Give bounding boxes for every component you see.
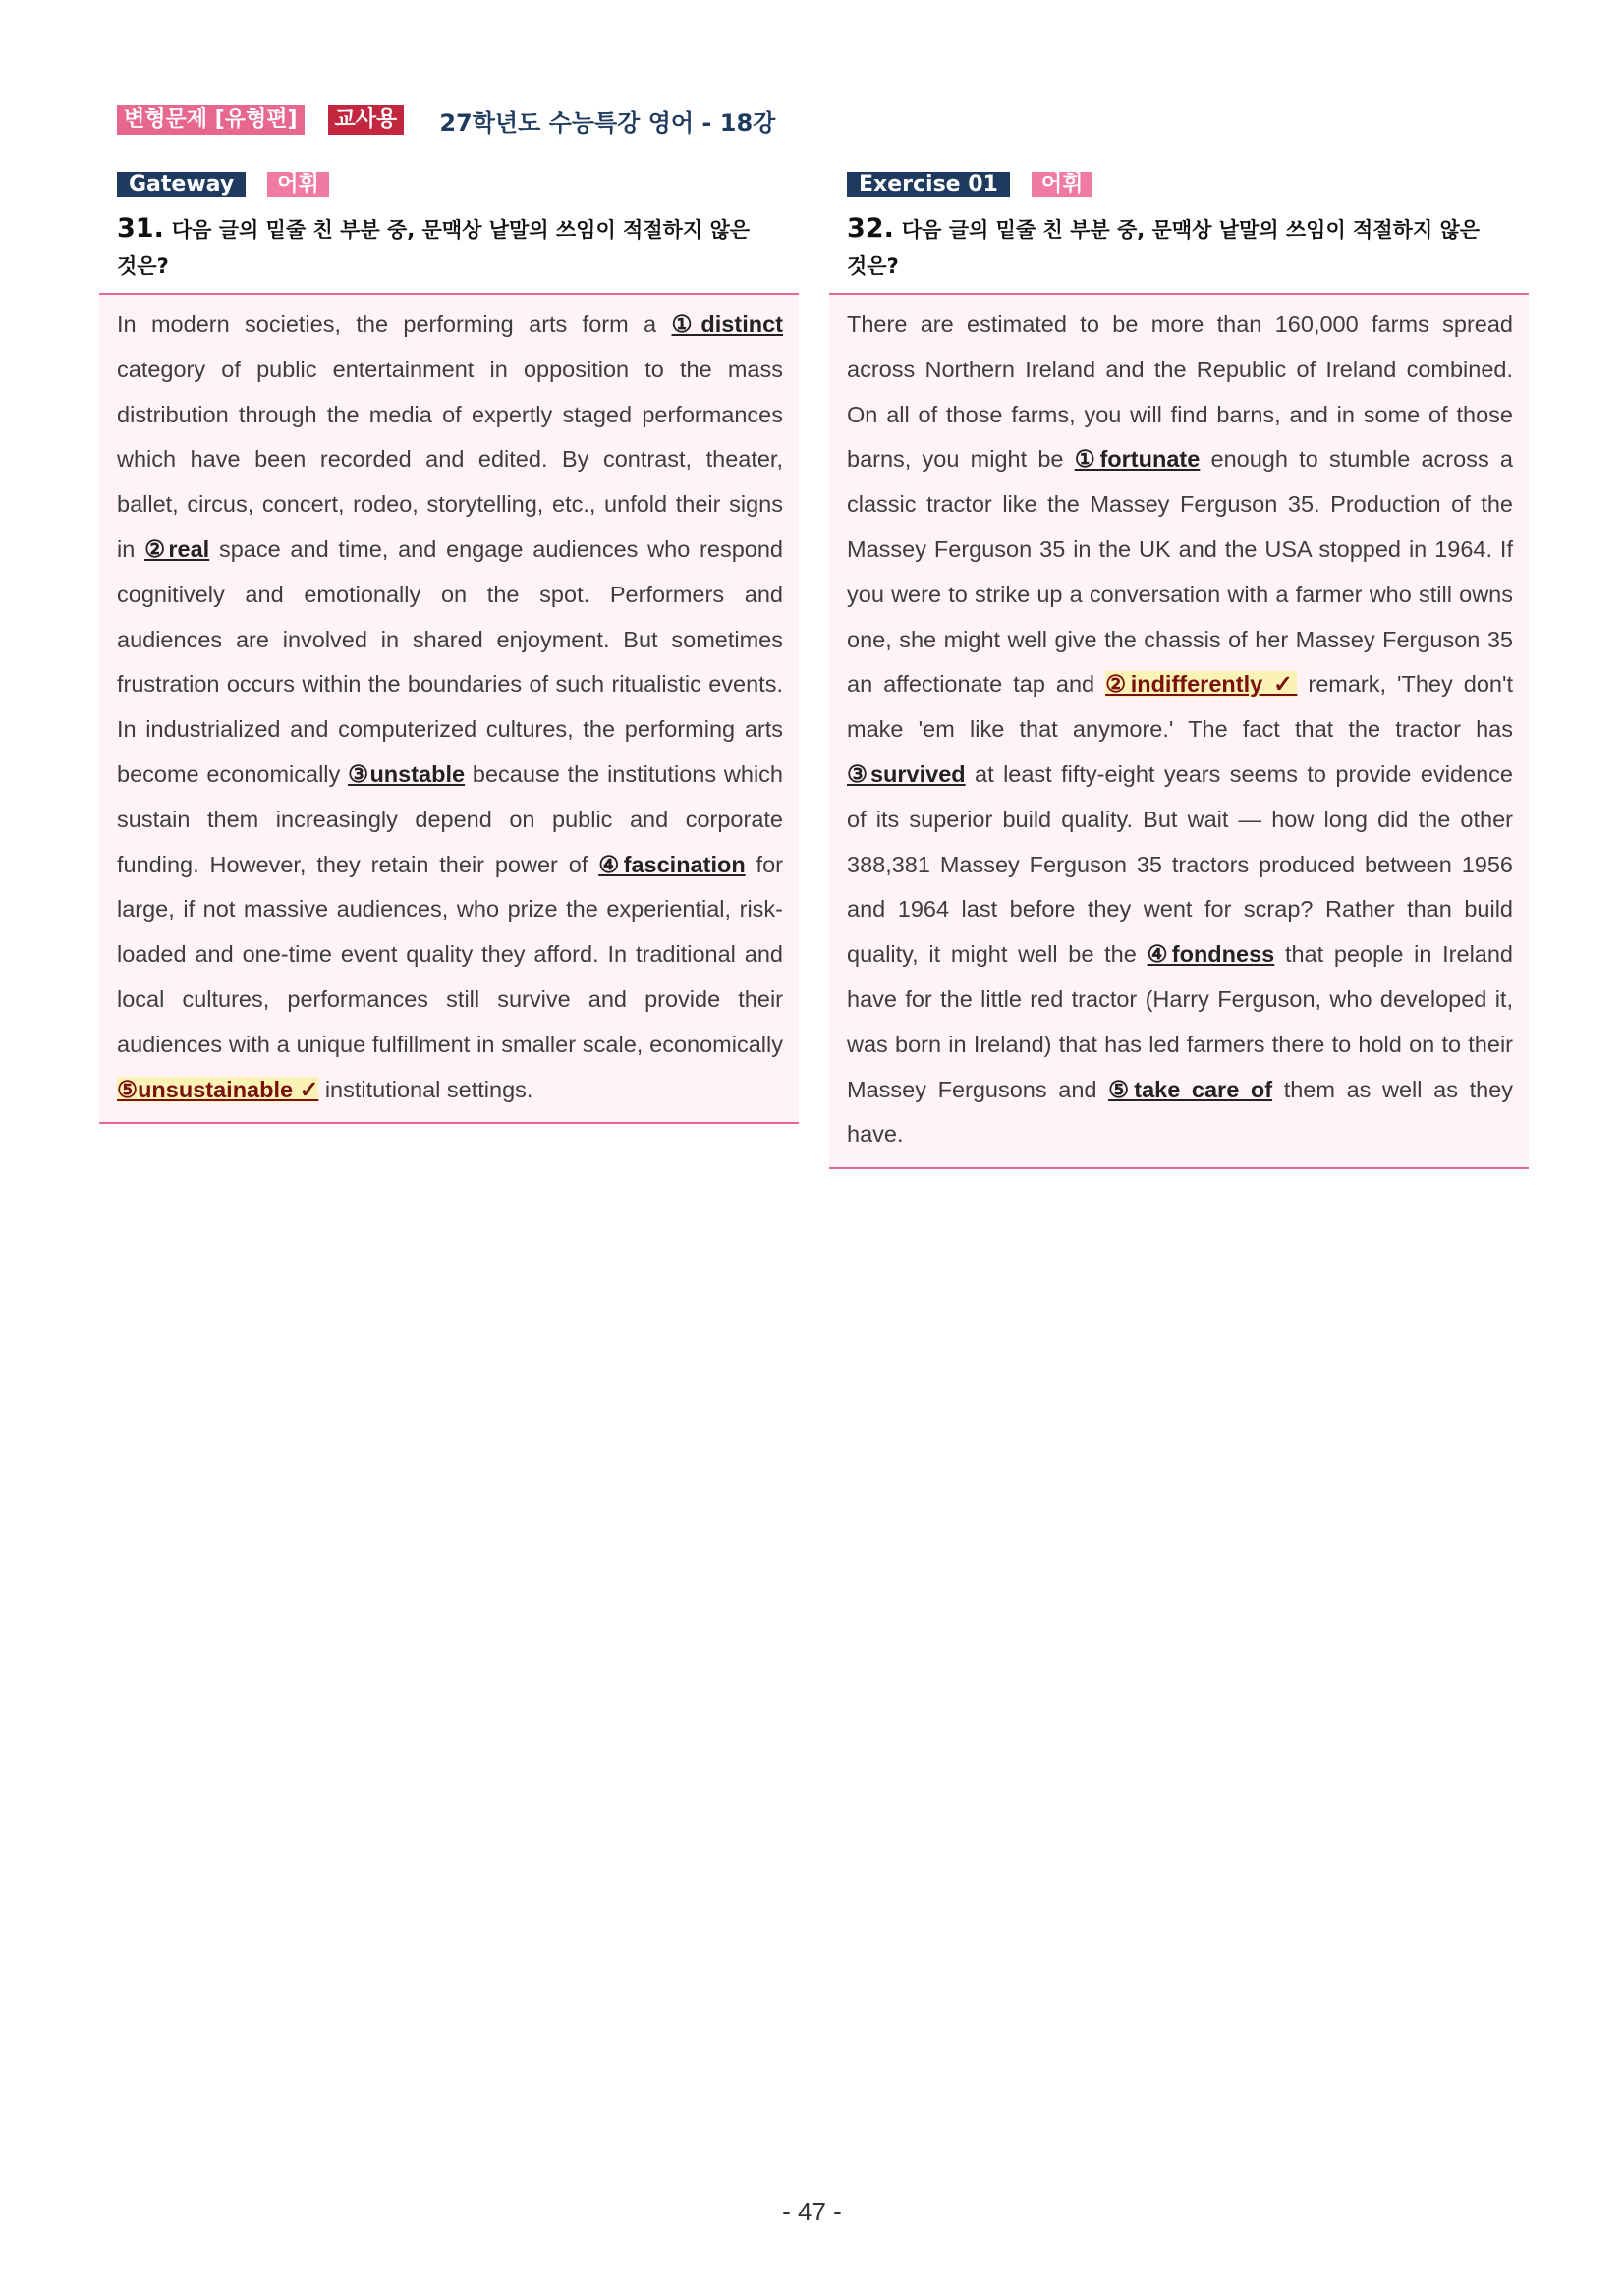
- exercise-label: Exercise 01: [847, 172, 1010, 197]
- answer-choice-2: ②indifferently ✓: [1105, 671, 1298, 698]
- passage-segment: space and time, and engage audiences who respond cognitively and emotionally on the spot. Performers and audiences are involved in shared enjoyment. But sometimes frustration occurs within the boundaries of such ritualistic events. In industrialized and computerized cultures, the performing arts become economically: [117, 535, 783, 787]
- page-header: [117, 102, 775, 138]
- type-tag: 변형문제 [유형편]: [117, 105, 305, 135]
- passage-segment: There are estimated to be more than 160,000 farms spread across Northern Ireland and the Republic of Ireland combined. On all of those farms, you will find barns, and in some of those barns, you might be: [847, 311, 1513, 473]
- passage-segment: that people in Ireland have for the little red tractor (Harry Ferguson, who developed it, was born in Ireland) that has led farmers there to hold on to their Massey Fergusons and: [847, 941, 1513, 1102]
- passage-segment: at least fifty-eight years seems to provide evidence of its superior build quality. But wait — how long did the other 388,381 Massey Ferguson 35 tractors produced between 1956 and 1964 last before they went for scrap? Rather than build quality, it might well be the: [847, 760, 1513, 968]
- choice-1: ①distinct: [671, 311, 783, 337]
- passage-box: [829, 293, 1529, 1169]
- passage-box: [99, 293, 799, 1124]
- passage-segment: remark, 'They don't make 'em like that anymore.' The fact that the tractor has: [847, 671, 1513, 743]
- gateway-label: Gateway: [117, 172, 246, 197]
- question-32-column: [829, 171, 1529, 1169]
- question-text: 다음 글의 밑줄 친 부분 중, 문맥상 낱말의 쓰임이 적절하지 않은 것은?: [117, 218, 751, 278]
- choice-2: ②real: [144, 535, 210, 562]
- question-32-prompt: [829, 210, 1495, 285]
- vocab-label: 어휘: [1032, 172, 1093, 197]
- question-31-prompt: [99, 210, 765, 285]
- passage-text: [117, 303, 783, 1112]
- passage-segment: category of public entertainment in opposition to the mass distribution through the media of expertly staged performances which have been recorded and edited. By contrast, theater, ballet, circus, concert, rodeo, storytelling, etc., unfold their signs in: [117, 356, 783, 562]
- passage-segment: because the institutions which sustain them increasingly depend on public and corporate funding. However, they retain their power of: [117, 760, 784, 877]
- passage-text: [847, 303, 1513, 1157]
- question-31-column: [99, 171, 799, 1124]
- choice-1: ①fortunate: [1074, 446, 1201, 473]
- choice-3: ③survived: [847, 760, 966, 787]
- question-labels: [829, 171, 1529, 198]
- choice-5: ⑤take care of: [1108, 1076, 1273, 1102]
- choice-4: ④fascination: [598, 851, 746, 877]
- document-title: 27학년도 수능특강 영어 - 18강: [439, 108, 776, 137]
- vocab-label: 어휘: [267, 172, 329, 197]
- passage-segment: enough to stumble across a classic tractor like the Massey Ferguson 35. Production of the Massey Ferguson 35 in the UK and the USA stopped in 1964. If you were to strike up a conversation with a farmer who still owns one, she might well give the chassis of her Massey Ferguson 35 an affectionate tap and: [847, 446, 1513, 698]
- question-number: 31.: [117, 213, 164, 244]
- question-labels: [99, 171, 799, 198]
- question-text: 다음 글의 밑줄 친 부분 중, 문맥상 낱말의 쓰임이 적절하지 않은 것은?: [847, 218, 1481, 278]
- choice-4: ④fondness: [1147, 941, 1275, 968]
- passage-segment: In modern societies, the performing arts form a: [117, 311, 672, 337]
- answer-choice-5: ⑤unsustainable ✓: [117, 1076, 319, 1102]
- passage-segment: them as well as they have.: [847, 1076, 1513, 1148]
- passage-segment: institutional settings.: [318, 1076, 533, 1102]
- choice-3: ③unstable: [348, 760, 466, 787]
- question-number: 32.: [847, 213, 894, 244]
- teacher-tag: 교사용: [328, 105, 405, 135]
- passage-segment: for large, if not massive audiences, who prize the experiential, risk-loaded and one-time event quality they afford. In traditional and local cultures, performances still survive and provide their audiences with a unique fulfillment in smaller scale, economically: [117, 851, 783, 1057]
- page-number: - 47 -: [782, 2197, 842, 2226]
